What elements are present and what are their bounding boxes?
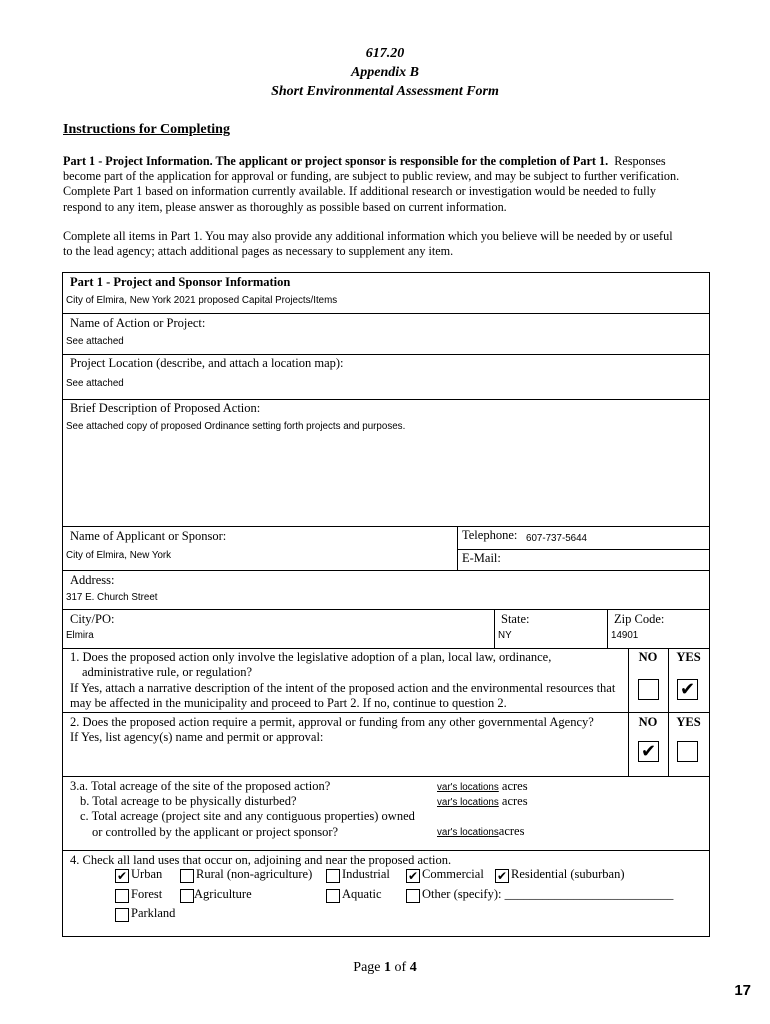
land-use-commercial-label: Commercial — [422, 867, 484, 881]
land-use-urban-label: Urban — [131, 867, 163, 881]
applicant-label: Name of Applicant or Sponsor: — [70, 529, 227, 543]
row-divider — [63, 570, 709, 571]
sponsor-value[interactable]: City of Elmira, New York 2021 proposed Capital Projects/Items — [66, 295, 338, 306]
address-label: Address: — [70, 573, 115, 587]
land-use-industrial-label: Industrial — [342, 867, 390, 881]
q1-yes-checkbox[interactable]: ✔ — [677, 679, 698, 700]
para1-line: Responses — [614, 154, 666, 168]
q1-line: 1. Does the proposed action only involve the legislative adoption of a plan, local law, ordinance, — [70, 650, 552, 664]
location-label: Project Location (describe, and attach a location map): — [70, 356, 344, 370]
page-of: of — [394, 960, 407, 975]
land-use-forest-label: Forest — [131, 887, 163, 901]
column-divider — [457, 526, 458, 570]
question-4: 4. Check all land uses that occur on, adjoining and near the proposed action. — [70, 853, 452, 867]
q2-line: 2. Does the proposed action require a permit, approval or funding from any other governmental Agency? — [70, 715, 594, 729]
q3a-acres-unit: acres — [501, 779, 528, 793]
description-field[interactable]: See attached copy of proposed Ordinance setting forth projects and purposes. — [66, 421, 406, 432]
question-1 — [70, 650, 626, 712]
appendix-label: Appendix B — [350, 65, 420, 80]
para1-line: become part of the application for approval or funding, are subject to public review, and may be subject to further verification. — [63, 169, 680, 184]
instructions-paragraph-2 — [63, 229, 713, 259]
q3a-answer — [437, 779, 528, 794]
row-divider — [457, 549, 709, 550]
q1-no-checkbox[interactable] — [638, 679, 659, 700]
state-field[interactable]: NY — [498, 630, 512, 641]
q2-yes-checkbox[interactable] — [677, 741, 698, 762]
q3c-line: c. Total acreage (project site and any contiguous properties) owned — [80, 809, 415, 824]
zip-field[interactable]: 14901 — [611, 630, 639, 641]
section-number: 617.20 — [365, 46, 405, 61]
land-use-aquatic-checkbox[interactable] — [326, 889, 340, 903]
instructions-paragraph-1 — [63, 154, 713, 215]
address-field[interactable]: 317 E. Church Street — [66, 592, 158, 603]
page-indicator — [0, 960, 770, 976]
row-divider — [63, 526, 709, 527]
city-label: City/PO: — [70, 612, 115, 626]
para1-line: Complete Part 1 based on information currently available. If additional research or investigation would be needed to fully — [63, 184, 656, 199]
land-use-residential-label: Residential (suburban) — [511, 867, 625, 881]
zip-label: Zip Code: — [614, 612, 665, 626]
q3c-acres-unit: acres — [498, 824, 525, 838]
question-2 — [70, 715, 626, 746]
land-use-parkland-checkbox[interactable] — [115, 908, 129, 922]
row-divider — [63, 609, 709, 610]
part1-title: Part 1 - Project and Sponsor Information — [70, 275, 291, 289]
row-divider — [63, 712, 709, 713]
telephone-field[interactable]: 607-737-5644 — [526, 533, 588, 544]
form-title: Short Environmental Assessment Form — [271, 84, 499, 99]
land-use-other-label: Other (specify): ___________________________ — [422, 887, 674, 901]
description-label: Brief Description of Proposed Action: — [70, 401, 261, 415]
action-label: Name of Action or Project: — [70, 316, 206, 330]
row-divider — [63, 648, 709, 649]
page-number: 1 — [384, 960, 392, 975]
applicant-field[interactable]: City of Elmira, New York — [66, 550, 172, 561]
q2-no-label: NO — [638, 715, 658, 729]
location-field[interactable]: See attached — [66, 378, 124, 389]
land-use-agriculture-label: Agriculture — [194, 887, 252, 901]
question-3 — [70, 779, 440, 840]
land-use-industrial-checkbox[interactable] — [326, 869, 340, 883]
land-use-commercial-checkbox[interactable]: ✔ — [407, 869, 419, 883]
q1-yes-label: YES — [676, 650, 701, 664]
column-divider — [628, 648, 629, 776]
q3b-acreage-field[interactable]: var's locations — [437, 797, 499, 808]
land-use-agriculture-checkbox[interactable] — [180, 889, 194, 903]
land-use-urban-checkbox[interactable]: ✔ — [116, 869, 128, 883]
column-divider — [668, 648, 669, 776]
row-divider — [63, 313, 709, 314]
land-use-parkland-label: Parkland — [131, 906, 176, 920]
q3c-line: or controlled by the applicant or project sponsor? — [92, 824, 339, 839]
q3c-acreage-field[interactable]: var's locations — [437, 827, 499, 838]
q3a-acreage-field[interactable]: var's locations — [437, 782, 499, 793]
page-prefix: Page — [353, 960, 381, 975]
q2-line: If Yes, list agency(s) name and permit or approval: — [70, 730, 324, 745]
land-use-forest-checkbox[interactable] — [115, 889, 129, 903]
land-use-rural-label: Rural (non-agriculture) — [196, 867, 313, 881]
page-stamp-number: 17 — [734, 982, 751, 999]
instructions-heading: Instructions for Completing — [63, 122, 230, 137]
row-divider — [63, 354, 709, 355]
q2-yes-label: YES — [676, 715, 701, 729]
q3c-answer — [437, 824, 524, 839]
para2-line: to the lead agency; attach additional pages as necessary to supplement any item. — [63, 244, 454, 259]
q1-line: If Yes, attach a narrative description of the intent of the proposed action and the environmental resources that — [70, 680, 616, 695]
row-divider — [63, 776, 709, 777]
land-use-aquatic-label: Aquatic — [342, 887, 382, 901]
q1-line: administrative rule, or regulation? — [82, 665, 253, 680]
part1-bold-lead: Part 1 - Project Information. The applicant or project sponsor is responsible for the completion of Part 1. — [63, 154, 609, 168]
q3b-acres-unit: acres — [501, 794, 528, 808]
para1-line: respond to any item, please answer as thoroughly as possible based on current information. — [63, 199, 507, 214]
state-label: State: — [501, 612, 530, 626]
city-field[interactable]: Elmira — [66, 630, 94, 641]
row-divider — [63, 850, 709, 851]
land-use-residential-checkbox[interactable]: ✔ — [496, 869, 508, 883]
q1-line: may be affected in the municipality and proceed to Part 2. If no, continue to question 2. — [70, 696, 507, 711]
row-divider — [63, 399, 709, 400]
para2-line: Complete all items in Part 1. You may also provide any additional information which you believe will be needed by or useful — [63, 229, 673, 243]
part1-form — [62, 272, 710, 937]
q3b-line: b. Total acreage to be physically disturbed? — [80, 794, 297, 809]
land-use-rural-checkbox[interactable] — [180, 869, 194, 883]
telephone-label: Telephone: — [462, 528, 518, 542]
q2-no-checkbox[interactable]: ✔ — [638, 741, 659, 762]
page-total: 4 — [409, 960, 417, 975]
column-divider — [494, 609, 495, 648]
email-label: E-Mail: — [462, 551, 501, 565]
action-field[interactable]: See attached — [66, 336, 124, 347]
land-use-other-checkbox[interactable] — [406, 889, 420, 903]
q3a-line: 3.a. Total acreage of the site of the proposed action? — [70, 779, 331, 793]
q1-no-label: NO — [638, 650, 658, 664]
column-divider — [607, 609, 608, 648]
q3b-answer — [437, 794, 528, 809]
